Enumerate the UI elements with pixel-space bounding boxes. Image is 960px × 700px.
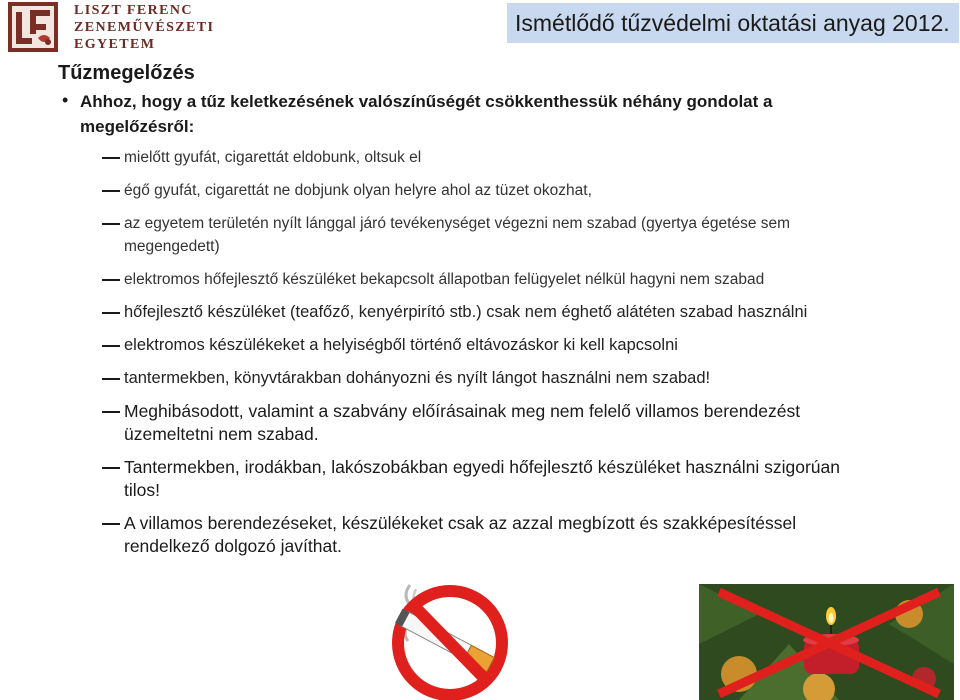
dash-icon (102, 157, 120, 159)
dash-icon (102, 190, 120, 192)
list-item (80, 512, 860, 558)
logo-line-2: ZENEMŰVÉSZETI (74, 20, 215, 35)
dash-icon (102, 378, 120, 380)
dash-icon (102, 523, 120, 525)
candle-prohibition-photo (699, 584, 954, 700)
list-item-text: az egyetem területén nyílt lánggal járó tevékenységet végezni nem szabad (gyertya égetése sem megengedett) (124, 215, 791, 255)
dash-icon (102, 345, 120, 347)
list-item-text: elektromos készülékeket a helyiségből történő eltávozáskor ki kell kapcsolni (124, 336, 678, 354)
list-item-text: A villamos berendezéseket, készülékeket csak az azzal megbízott és szakképesítéssel rendelkező dolgozó javíthat. (124, 513, 797, 556)
list-item-text: elektromos hőfejlesztő készüléket bekapcsolt állapotban felügyelet nélkül hagyni nem szabad (124, 271, 765, 288)
list-item (80, 456, 860, 502)
dash-icon (102, 312, 120, 314)
list-item (80, 268, 860, 291)
list-item-text: mielőtt gyufát, cigarettát eldobunk, oltsuk el (124, 149, 422, 166)
dash-icon (102, 411, 120, 413)
list-item (80, 212, 860, 258)
list-item-text: hőfejlesztő készüléket (teafőző, kenyérpirító stb.) csak nem éghető alátéten szabad használni (124, 303, 808, 321)
list-item-text: Tantermekben, irodákban, lakószobákban egyedi hőfejlesztő készüléket használni szigorúan tilos! (124, 457, 840, 500)
university-emblem-icon (8, 2, 58, 52)
list-item (80, 146, 860, 169)
list-item-text: tantermekben, könyvtárakban dohányozni és nyílt lángot használni nem szabad! (124, 369, 711, 387)
list-item (80, 334, 860, 357)
list-item (80, 400, 860, 446)
list-item-text: Meghibásodott, valamint a szabvány előírásainak meg nem felelő villamos berendezést üzemeltetni nem szabad. (124, 401, 801, 444)
prevention-list (80, 146, 860, 568)
dash-icon (102, 223, 120, 225)
list-item (80, 367, 860, 390)
section-heading: Tűzmegelőzés (58, 62, 195, 84)
list-item (80, 301, 860, 324)
bullet-icon: • (62, 90, 69, 110)
university-logo (8, 2, 213, 54)
dash-icon (102, 467, 120, 469)
logo-line-3: EGYETEM (74, 37, 156, 52)
document-title-banner: Ismétlődő tűzvédelmi oktatási anyag 2012. (507, 3, 959, 43)
no-smoking-icon (380, 575, 520, 700)
dash-icon (102, 279, 120, 281)
logo-line-1: LISZT FERENC (74, 3, 193, 18)
list-item (80, 179, 860, 202)
list-item-text: égő gyufát, cigarettát ne dobjunk olyan helyre ahol az tüzet okozhat, (124, 182, 592, 199)
intro-paragraph: Ahhoz, hogy a tűz keletkezésének valószínűségét csökkenthessük néhány gondolat a megelőzésről: (80, 92, 773, 136)
